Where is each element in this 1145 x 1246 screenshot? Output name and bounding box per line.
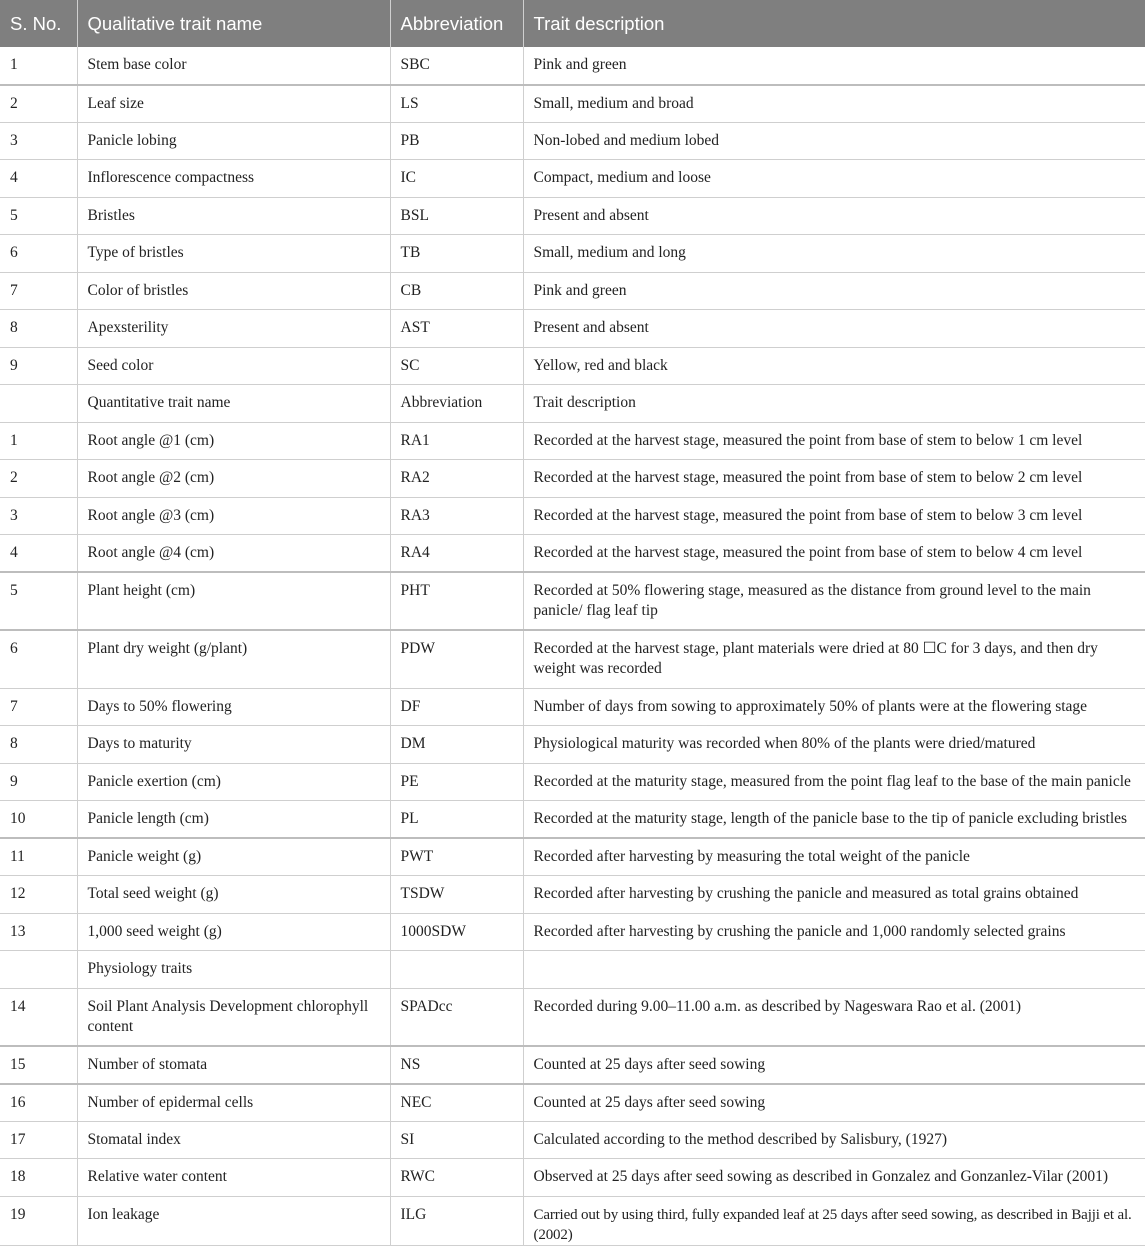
cell-trait-description: Calculated according to the method described by Salisbury, (1927) [523,1121,1145,1159]
header-abbreviation: Abbreviation [390,0,523,47]
cell-trait-description: Number of days from sowing to approximately 50% of plants were at the flowering stage [523,688,1145,726]
cell-trait-description: Recorded at the harvest stage, measured the point from base of stem to below 1 cm level [523,422,1145,460]
cell-serial-number [0,951,77,989]
cell-trait-name: Panicle exertion (cm) [77,763,390,801]
cell-trait-description: Recorded at the harvest stage, measured the point from base of stem to below 3 cm level [523,497,1145,535]
cell-trait-name: Number of stomata [77,1046,390,1084]
cell-trait-description: Recorded at the maturity stage, length of the panicle base to the tip of panicle excluding bristles [523,801,1145,839]
table-row [0,122,1145,160]
cell-abbreviation: SI [390,1121,523,1159]
cell-serial-number: 6 [0,235,77,273]
cell-trait-name: Plant dry weight (g/plant) [77,630,390,688]
table-row [0,385,1145,423]
cell-trait-description: Present and absent [523,310,1145,348]
cell-trait-name: Inflorescence compactness [77,160,390,198]
cell-trait-name: 1,000 seed weight (g) [77,913,390,951]
table-row [0,1159,1145,1197]
table-row [0,688,1145,726]
cell-trait-name: Physiology traits [77,951,390,989]
cell-trait-name: Root angle @2 (cm) [77,460,390,498]
cell-trait-name: Stem base color [77,47,390,85]
cell-abbreviation: BSL [390,197,523,235]
cell-abbreviation: DF [390,688,523,726]
cell-abbreviation: 1000SDW [390,913,523,951]
cell-abbreviation: PL [390,801,523,839]
cell-serial-number: 1 [0,47,77,85]
cell-trait-description: Non-lobed and medium lobed [523,122,1145,160]
header-row [0,0,1145,47]
table-row [0,1121,1145,1159]
cell-serial-number: 4 [0,160,77,198]
cell-serial-number: 8 [0,726,77,764]
table-row [0,197,1145,235]
cell-serial-number: 2 [0,460,77,498]
cell-serial-number: 5 [0,572,77,630]
cell-trait-name: Root angle @1 (cm) [77,422,390,460]
cell-abbreviation: TSDW [390,876,523,914]
cell-abbreviation: DM [390,726,523,764]
cell-trait-name: Type of bristles [77,235,390,273]
cell-trait-name: Plant height (cm) [77,572,390,630]
cell-trait-description: Recorded after harvesting by crushing the panicle and 1,000 randomly selected grains [523,913,1145,951]
table-row [0,801,1145,839]
table-row [0,988,1145,1046]
cell-trait-description: Observed at 25 days after seed sowing as described in Gonzalez and Gonzanlez-Vilar (2001) [523,1159,1145,1197]
cell-trait-name: Days to 50% flowering [77,688,390,726]
cell-abbreviation: PB [390,122,523,160]
cell-serial-number: 3 [0,122,77,160]
cell-serial-number: 12 [0,876,77,914]
cell-trait-name: Seed color [77,347,390,385]
cell-trait-name: Ion leakage [77,1196,390,1245]
table-row [0,235,1145,273]
cell-trait-name: Soil Plant Analysis Development chlorophyll content [77,988,390,1046]
table-row [0,572,1145,630]
cell-serial-number: 1 [0,422,77,460]
cell-serial-number: 7 [0,688,77,726]
cell-trait-description: Recorded at the harvest stage, measured the point from base of stem to below 2 cm level [523,460,1145,498]
cell-abbreviation: SPADcc [390,988,523,1046]
header-trait-name: Qualitative trait name [77,0,390,47]
cell-abbreviation [390,951,523,989]
table-row [0,272,1145,310]
table-header [0,0,1145,47]
cell-abbreviation: PE [390,763,523,801]
cell-serial-number: 7 [0,272,77,310]
cell-abbreviation: RA4 [390,535,523,573]
cell-serial-number: 15 [0,1046,77,1084]
table-row [0,1196,1145,1245]
table-row [0,763,1145,801]
cell-abbreviation: SBC [390,47,523,85]
cell-trait-description: Recorded at 50% flowering stage, measured as the distance from ground level to the main panicle/ flag leaf tip [523,572,1145,630]
cell-trait-name: Relative water content [77,1159,390,1197]
cell-serial-number: 5 [0,197,77,235]
cell-trait-name: Number of epidermal cells [77,1084,390,1122]
cell-trait-name: Root angle @3 (cm) [77,497,390,535]
table-row [0,160,1145,198]
cell-trait-description: Physiological maturity was recorded when 80% of the plants were dried/matured [523,726,1145,764]
cell-abbreviation: CB [390,272,523,310]
table-row [0,460,1145,498]
cell-trait-description: Recorded at the maturity stage, measured from the point flag leaf to the base of the main panicle [523,763,1145,801]
cell-trait-description: Recorded during 9.00–11.00 a.m. as described by Nageswara Rao et al. (2001) [523,988,1145,1046]
cell-serial-number: 9 [0,763,77,801]
cell-serial-number: 13 [0,913,77,951]
cell-serial-number: 18 [0,1159,77,1197]
cell-serial-number: 3 [0,497,77,535]
cell-serial-number: 8 [0,310,77,348]
cell-abbreviation: Abbreviation [390,385,523,423]
cell-trait-description: Recorded at the harvest stage, plant materials were dried at 80 ☐C for 3 days, and then dry weight was recorded [523,630,1145,688]
cell-trait-description: Pink and green [523,47,1145,85]
cell-trait-name: Stomatal index [77,1121,390,1159]
table-row [0,47,1145,85]
cell-trait-name: Quantitative trait name [77,385,390,423]
cell-trait-description: Present and absent [523,197,1145,235]
table-row [0,876,1145,914]
header-serial-number: S. No. [0,0,77,47]
table-row [0,726,1145,764]
cell-trait-name: Panicle lobing [77,122,390,160]
cell-abbreviation: RA3 [390,497,523,535]
cell-abbreviation: TB [390,235,523,273]
cell-trait-description: Recorded after harvesting by measuring the total weight of the panicle [523,838,1145,876]
cell-abbreviation: SC [390,347,523,385]
cell-trait-description: Counted at 25 days after seed sowing [523,1084,1145,1122]
cell-abbreviation: ILG [390,1196,523,1245]
table-row [0,630,1145,688]
cell-serial-number: 4 [0,535,77,573]
cell-abbreviation: AST [390,310,523,348]
cell-serial-number: 9 [0,347,77,385]
cell-trait-description: Small, medium and long [523,235,1145,273]
cell-trait-description: Pink and green [523,272,1145,310]
cell-abbreviation: LS [390,85,523,123]
cell-trait-name: Color of bristles [77,272,390,310]
cell-trait-description: Recorded at the harvest stage, measured the point from base of stem to below 4 cm level [523,535,1145,573]
cell-abbreviation: NEC [390,1084,523,1122]
cell-serial-number: 16 [0,1084,77,1122]
header-trait-description: Trait description [523,0,1145,47]
cell-serial-number: 10 [0,801,77,839]
cell-trait-name: Panicle weight (g) [77,838,390,876]
table-row [0,497,1145,535]
cell-trait-name: Days to maturity [77,726,390,764]
cell-abbreviation: RWC [390,1159,523,1197]
table-row [0,422,1145,460]
cell-abbreviation: PHT [390,572,523,630]
cell-trait-name: Apexsterility [77,310,390,348]
cell-trait-name: Bristles [77,197,390,235]
cell-trait-name: Root angle @4 (cm) [77,535,390,573]
table-row [0,85,1145,123]
cell-trait-name: Panicle length (cm) [77,801,390,839]
table-row [0,347,1145,385]
cell-abbreviation: IC [390,160,523,198]
cell-trait-description: Counted at 25 days after seed sowing [523,1046,1145,1084]
cell-trait-description: Trait description [523,385,1145,423]
cell-trait-description [523,951,1145,989]
cell-abbreviation: RA1 [390,422,523,460]
table-row [0,535,1145,573]
cell-abbreviation: PDW [390,630,523,688]
table-row [0,913,1145,951]
cell-serial-number: 2 [0,85,77,123]
cell-serial-number: 6 [0,630,77,688]
cell-trait-description: Yellow, red and black [523,347,1145,385]
cell-trait-description: Recorded after harvesting by crushing the panicle and measured as total grains obtained [523,876,1145,914]
table-row [0,951,1145,989]
cell-abbreviation: NS [390,1046,523,1084]
cell-serial-number: 19 [0,1196,77,1245]
table-body [0,47,1145,1245]
table-row [0,1084,1145,1122]
cell-trait-name: Total seed weight (g) [77,876,390,914]
cell-serial-number: 17 [0,1121,77,1159]
cell-serial-number: 14 [0,988,77,1046]
table-row [0,838,1145,876]
cell-abbreviation: RA2 [390,460,523,498]
cell-serial-number [0,385,77,423]
cell-serial-number: 11 [0,838,77,876]
cell-abbreviation: PWT [390,838,523,876]
cell-trait-description: Compact, medium and loose [523,160,1145,198]
table-row [0,310,1145,348]
cell-trait-description: Small, medium and broad [523,85,1145,123]
cell-trait-description: Carried out by using third, fully expanded leaf at 25 days after seed sowing, as described in Bajji et al. (2002) [523,1196,1145,1245]
cell-trait-name: Leaf size [77,85,390,123]
table-row [0,1046,1145,1084]
